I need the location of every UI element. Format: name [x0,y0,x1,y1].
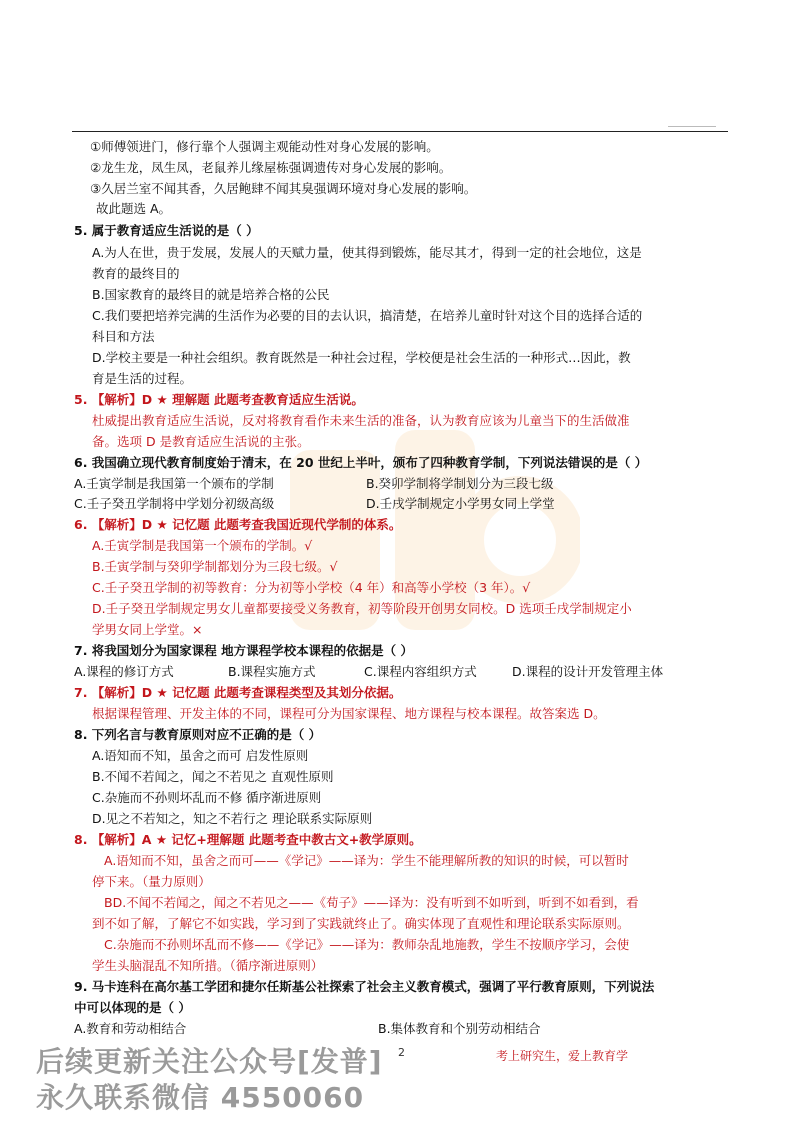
q5-explanation-cont: 备。选项 D 是教育适应生活说的主张。 [92,434,310,449]
q8-option-b: B.不闻不若闻之，闻之不若见之 直观性原则 [92,769,334,784]
q6-option-a: A.壬寅学制是我国第一个颁布的学制 [74,476,274,491]
q6-option-d: D.壬戌学制规定小学男女同上学堂 [366,496,555,511]
footer-slogan: 考上研究生，爱上教育学 [496,1049,629,1063]
q8-explanation: BD.不闻不若闻之，闻之不若见之——《荀子》——译为：没有听到不如听到，听到不如看到，看 [104,895,639,910]
q8-option-c: C.杂施而不孙则坏乱而不修 循序渐进原则 [92,790,322,805]
intro-line: ②龙生龙，凤生凤，老鼠养儿缘屋栋强调遗传对身心发展的影响。 [90,160,452,175]
q7-explanation: 根据课程管理、开发主体的不同，课程可分为国家课程、地方课程与校本课程。故答案选 D。 [92,706,606,721]
q7-answer: 7. 【解析】D ★ 记忆题 此题考查课程类型及其划分依据。 [74,685,402,700]
q9-option-b: B.集体教育和个别劳动相结合 [378,1021,541,1036]
q6-explanation: C.壬子癸丑学制的初等教育：分为初等小学校（4 年）和高等小学校（3 年）。√ [92,580,531,595]
q5-explanation: 杜威提出教育适应生活说，反对将教育看作未来生活的准备，认为教育应该为儿童当下的生活做准 [92,413,630,428]
q6-option-c: C.壬子癸丑学制将中学划分初级高级 [74,496,275,511]
q7-option-b: B.课程实施方式 [228,664,316,679]
q8-explanation: C.杂施而不孙则坏乱而不修——《学记》——译为：教师杂乱地施教，学生不按顺序学习，会使 [104,937,630,952]
q7-option-c: C.课程内容组织方式 [364,664,477,679]
q7-option-d: D.课程的设计开发管理主体 [512,664,664,679]
question-7-stem: 7. 将我国划分为国家课程 地方课程学校本课程的依据是（ ） [74,643,414,658]
q5-option-c: C.我们要把培养完满的生活作为必要的目的去认识，搞清楚，在培养儿童时针对这个目的选择合适的 [92,308,643,323]
question-5-stem: 5. 属于教育适应生活说的是（ ） [74,223,259,238]
question-9-stem-cont: 中可以体现的是（ ） [74,1000,191,1015]
q8-explanation: 到不如了解，了解它不如实践，学习到了实践就终止了。确实体现了直观性和理论联系实际原则。 [92,916,630,931]
q8-option-a: A.语知而不知，虽舍之而可 启发性原则 [92,748,309,763]
question-8-stem: 8. 下列名言与教育原则对应不正确的是（ ） [74,727,322,742]
header-rule [72,131,728,132]
q5-answer: 5. 【解析】D ★ 理解题 此题考查教育适应生活说。 [74,392,364,407]
intro-line: ①师傅领进门，修行靠个人强调主观能动性对身心发展的影响。 [90,139,439,154]
q6-explanation: 学男女同上学堂。× [92,622,203,637]
q5-option-b: B.国家教育的最终目的就是培养合格的公民 [92,287,330,302]
q6-explanation: D.壬子癸丑学制规定男女儿童都要接受义务教育，初等阶段开创男女同校。D 选项壬戌学制规定小 [92,601,632,616]
q5-option-a: A.为人在世，贵于发展，发展人的天赋力量，使其得到锻炼，能尽其才，得到一定的社会地位，这是 [92,245,642,260]
intro-line: ③久居兰室不闻其香，久居鲍肆不闻其臭强调环境对身心发展的影响。 [90,181,477,196]
footer-watermark-line-1: 后续更新关注公众号[发普] [36,1045,383,1078]
q7-option-a: A.课程的修订方式 [74,664,174,679]
q8-explanation: 学生头脑混乱不知所措。（循序渐进原则） [92,958,324,973]
q5-option-c-cont: 科目和方法 [92,329,155,344]
q5-option-d-cont: 育是生活的过程。 [92,371,193,386]
question-6-stem: 6. 我国确立现代教育制度始于清末，在 20 世纪上半叶，颁布了四种教育学制，下列说法错误的是（ ） [74,455,648,470]
q5-option-a-cont: 教育的最终目的 [92,266,180,281]
q9-option-a: A.教育和劳动相结合 [74,1021,187,1036]
header-short-rule [668,126,716,127]
q6-option-b: B.癸卯学制将学制划分为三段七级 [366,476,554,491]
q8-answer: 8. 【解析】A ★ 记忆+理解题 此题考查中教古文+教学原则。 [74,832,422,847]
q8-explanation: 停下来。（量力原则） [92,874,211,889]
q6-explanation: A.壬寅学制是我国第一个颁布的学制。√ [92,538,313,553]
intro-line: 故此题选 A。 [96,201,172,216]
footer-watermark-line-2: 永久联系微信 4550060 [36,1081,365,1114]
q6-answer: 6. 【解析】D ★ 记忆题 此题考查我国近现代学制的体系。 [74,517,402,532]
q8-explanation: A.语知而不知，虽舍之而可——《学记》——译为：学生不能理解所教的知识的时候，可以暂时 [104,853,629,868]
question-9-stem: 9. 马卡连科在高尔基工学团和捷尔任斯基公社探索了社会主义教育模式，强调了平行教育原则，下列说法 [74,979,655,994]
q6-explanation: B.壬寅学制与癸卯学制都划分为三段七级。√ [92,559,338,574]
page-number: 2 [398,1046,405,1059]
q8-option-d: D.见之不若知之，知之不若行之 理论联系实际原则 [92,811,373,826]
q5-option-d: D.学校主要是一种社会组织。教育既然是一种社会过程，学校便是社会生活的一种形式…因此，教 [92,350,631,365]
